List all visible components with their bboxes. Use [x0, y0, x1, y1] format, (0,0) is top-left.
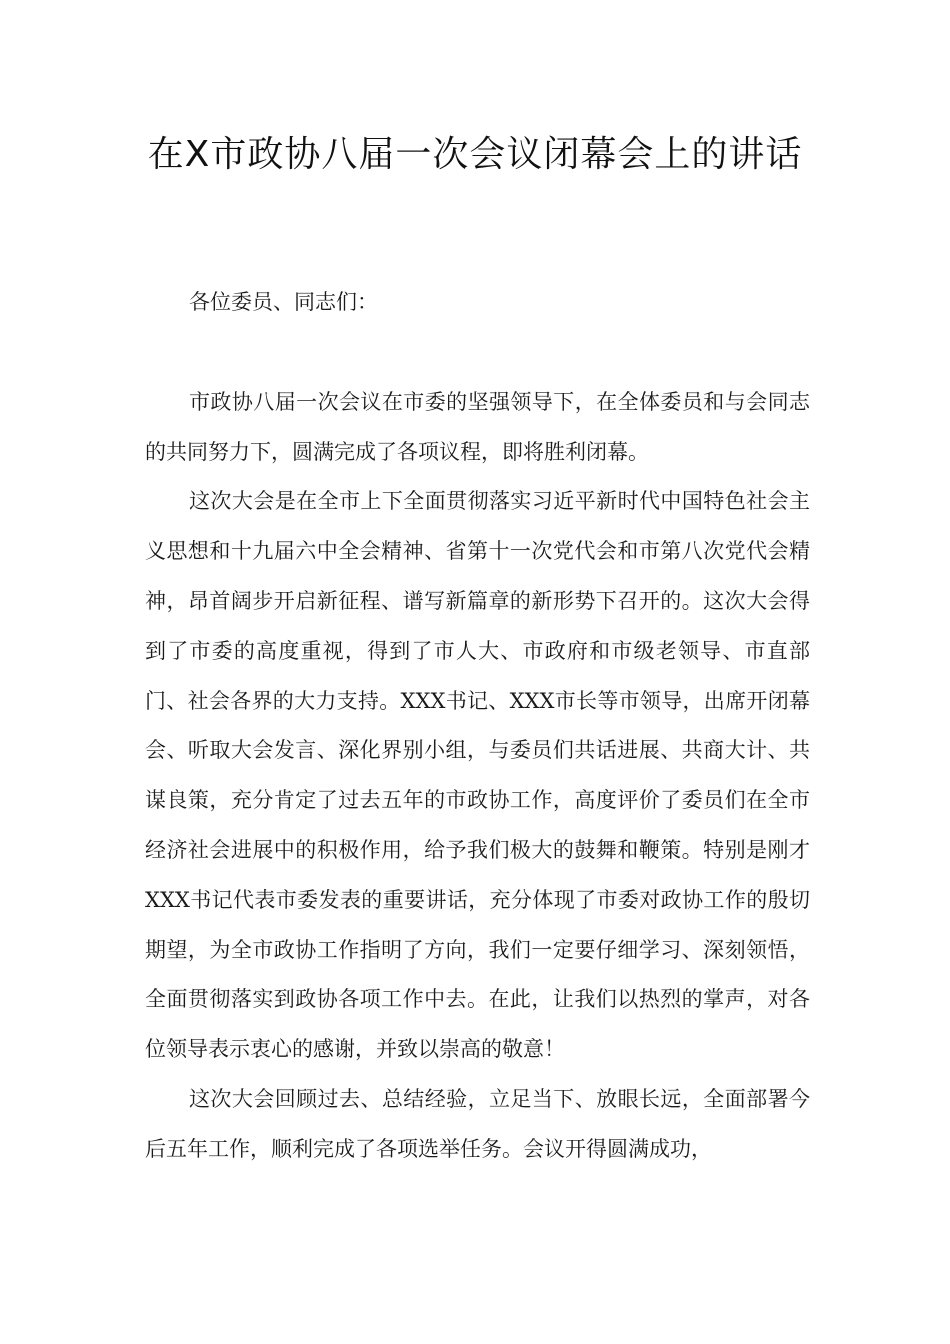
document-body [145, 278, 810, 1175]
paragraph-1: 市政协八届一次会议在市委的坚强领导下，在全体委员和与会同志的共同努力下，圆满完成了各项议程，即将胜利闭幕。 [145, 389, 810, 464]
paragraph-3: 这次大会回顾过去、总结经验，立足当下、放眼长远，全面部署今后五年工作，顺利完成了各项选举任务。会议开得圆满成功， [145, 1086, 810, 1161]
salutation: 各位委员、同志们： [189, 290, 378, 314]
document-title: 在X市政协八届一次会议闭幕会上的讲话 [147, 134, 803, 175]
paragraph-2: 这次大会是在全市上下全面贯彻落实习近平新时代中国特色社会主义思想和十九届六中全会精神、省第十一次党代会和市第八次党代会精神，昂首阔步开启新征程、谱写新篇章的新形势下召开的。这次大会得到了市委的高度重视，得到了市人大、市政府和市级老领导、市直部门、社会各界的大力支持。XXX书记、XXX市长等市领导，出席开闭幕会、听取大会发言、深化界别小组，与委员们共话进展、共商大计、共谋良策，充分肯定了过去五年的市政协工作，高度评价了委员们在全市经济社会进展中的积极作用，给予我们极大的鼓舞和鞭策。特别是刚才XXX书记代表市委发表的重要讲话，充分体现了市委对政协工作的殷切期望，为全市政协工作指明了方向，我们一定要仔细学习、深刻领悟，全面贯彻落实到政协各项工作中去。在此，让我们以热烈的掌声，对各位领导表示衷心的感谢，并致以崇高的敬意！ [145, 489, 810, 1062]
